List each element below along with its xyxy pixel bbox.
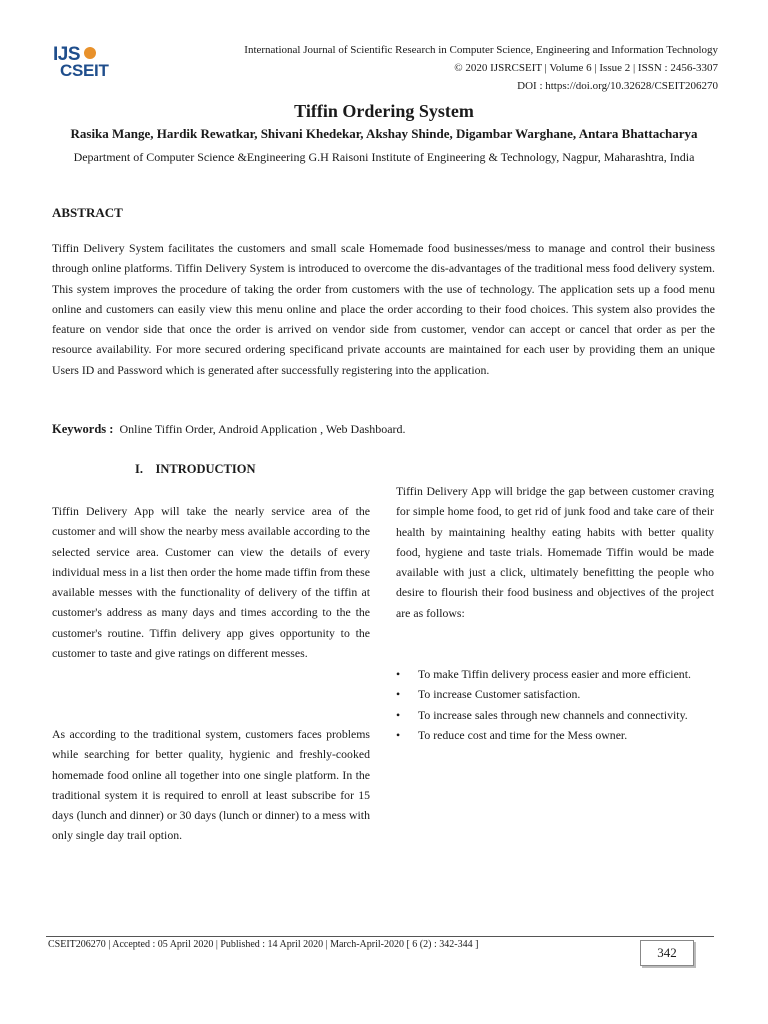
keywords-value: Online Tiffin Order, Android Application , Web Dashboard. bbox=[119, 422, 406, 436]
paper-title: Tiffin Ordering System bbox=[294, 101, 474, 121]
objectives-list bbox=[396, 664, 714, 745]
paragraph: Tiffin Delivery App will bridge the gap between customer craving for simple home food, to get rid of junk food and take care of their health by maintaining healthy eating habits with better quality food, hygiene and taste trials. Homemade Tiffin would be made available with just a click, ultimately benefitting the people who desire to flourish their food business and objectives of the project are as follows: bbox=[396, 484, 714, 620]
keywords-line bbox=[52, 422, 406, 437]
keywords-label: Keywords : bbox=[52, 422, 114, 436]
doi-link[interactable]: DOI : https://doi.org/10.32628/CSEIT206270 bbox=[517, 80, 718, 92]
bullet-icon: • bbox=[396, 687, 401, 702]
paragraph: Tiffin Delivery App will take the nearly service area of the customer and will show the nearby mess available according to the selected service area. Customer can view the details of every individual mess in a list then order the home made tiffin from these available messes with the functionality of delivery of the tiffin at customer's address as many days and times according to the the customer's routine. Tiffin delivery app gives opportunity to the customer to taste and give ratings on different messes. bbox=[52, 504, 370, 661]
journal-logo bbox=[50, 44, 114, 78]
bullet-icon: • bbox=[396, 707, 401, 722]
logo-text-top: IJS bbox=[53, 44, 81, 65]
intro-left-paragraph-1 bbox=[52, 501, 370, 663]
journal-name: International Journal of Scientific Research in Computer Science, Engineering and Information Technology bbox=[244, 44, 718, 56]
footer-citation: CSEIT206270 | Accepted : 05 April 2020 | Published : 14 April 2020 | March-April-2020 [ 6 (2) : 342-344 ] bbox=[48, 939, 479, 950]
abstract-body: Tiffin Delivery System facilitates the customers and small scale Homemade food businesses/mess to manage and control their business through online platforms. Tiffin Delivery System is introduced to overcome the dis-advantages of the traditional mess food delivery system. This system improves the procedure of taking the order from customers with the use of technology. The application sets up a food menu online and customers can easily view this menu online and place the order according to their food choices. This system also provides the feature on vendor side that once the order is arrived on vendor side from customer, vendor can accept or cancel that order as per the resource availability. For more secured ordering specificand private accounts are maintained for each user by providing them an unique Users ID and Password which is generated after successfully registering into the application. bbox=[52, 241, 715, 377]
page-number: 342 bbox=[640, 940, 694, 966]
intro-left-paragraph-2 bbox=[52, 724, 370, 846]
section-heading-introduction: I. INTRODUCTION bbox=[135, 462, 256, 476]
footer-divider bbox=[46, 936, 714, 937]
list-item: • To reduce cost and time for the Mess owner. bbox=[396, 725, 714, 745]
affiliation: Department of Computer Science &Engineering G.H Raisoni Institute of Engineering & Technology, Nagpur, Maharashtra, India bbox=[73, 150, 695, 164]
logo-dot-icon bbox=[84, 47, 96, 59]
paragraph: As according to the traditional system, customers faces problems while searching for better quality, hygienic and freshly-cooked homemade food online all together into one single platform. In the traditional system it is required to enroll at least subscribe for 15 days (lunch and dinner) or 30 days (lunch or dinner) to a mess with only single day trail option. bbox=[52, 727, 370, 843]
list-item: • To increase sales through new channels and connectivity. bbox=[396, 705, 714, 725]
bullet-icon: • bbox=[396, 667, 401, 681]
bullet-icon: • bbox=[396, 727, 401, 742]
issue-line: © 2020 IJSRCSEIT | Volume 6 | Issue 2 | ISSN : 2456-3307 bbox=[454, 62, 718, 74]
logo-text-bottom: CSEIT bbox=[60, 61, 109, 80]
intro-right-paragraph-1 bbox=[396, 481, 714, 623]
list-item: • To increase Customer satisfaction. bbox=[396, 684, 714, 704]
abstract-heading: ABSTRACT bbox=[52, 205, 123, 220]
list-item: • To make Tiffin delivery process easier and more efficient. bbox=[396, 664, 714, 684]
author-list: Rasika Mange, Hardik Rewatkar, Shivani Khedekar, Akshay Shinde, Digambar Warghane, Antara Bhattacharya bbox=[70, 126, 698, 141]
